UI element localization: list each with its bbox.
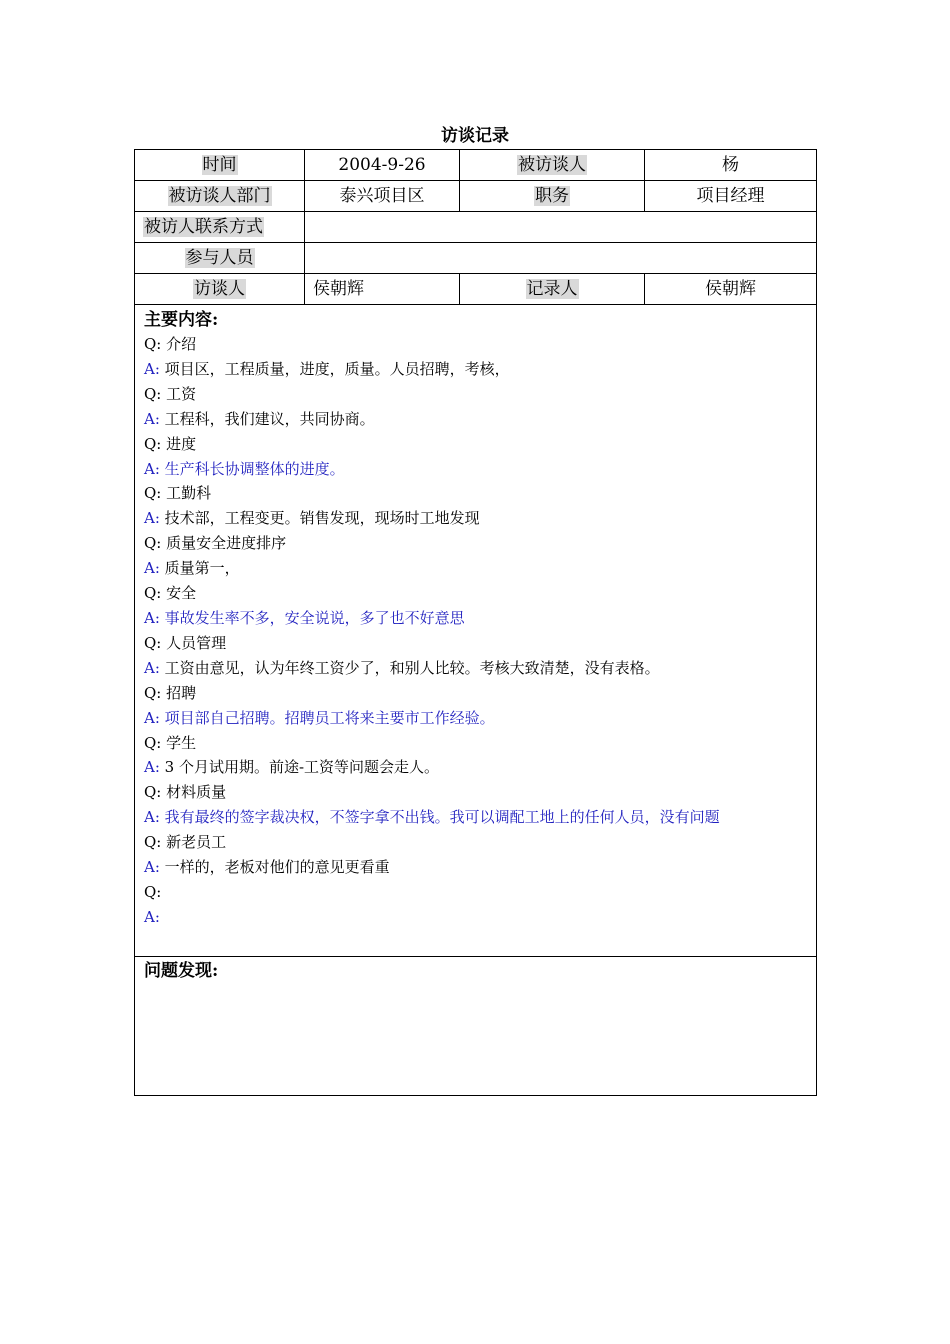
question-line [144,432,807,457]
question-line [144,830,807,855]
answer-line [144,905,807,930]
interviewee-value: 杨 [645,150,817,181]
interviewer-label: 访谈人 [194,279,245,299]
answer-text: 项目区，工程质量，进度，质量。人员招聘，考核， [159,359,510,378]
time-label-cell [135,150,305,181]
answer-text: 项目部自己招聘。招聘员工将来主要市工作经验。 [159,708,495,727]
answer-line [144,855,807,880]
answer-line [144,457,807,482]
contact-value [305,212,817,243]
question-text: 招聘 [161,683,197,702]
answer-prefix: A: [144,907,160,926]
question-line [144,581,807,606]
time-value: 2004-9-26 [305,150,460,181]
answer-prefix: A: [144,758,160,777]
interviewer-label-cell [135,274,305,305]
dept-label: 被访谈人部门 [168,186,271,206]
table-row-dept [135,181,817,212]
answer-line [144,606,807,631]
answer-text: 工程科，我们建议，共同协商。 [159,409,375,428]
question-line [144,731,807,756]
answer-prefix: A: [144,808,160,827]
answer-prefix: A: [144,559,160,578]
answer-prefix: A: [144,708,160,727]
issues-cell [135,957,817,1096]
question-prefix: Q: [144,683,162,702]
question-text: 人员管理 [161,633,227,652]
answer-line [144,656,807,681]
question-prefix: Q: [144,484,162,503]
interview-record-table [134,149,817,1096]
table-row-issues [135,957,817,1096]
table-row-time [135,150,817,181]
main-content-heading: 主要内容: [144,310,219,330]
position-label-cell [460,181,645,212]
answer-text: 3 个月试用期。前途-工资等问题会走人。 [159,758,440,777]
question-line [144,382,807,407]
answer-prefix: A: [144,509,160,528]
question-prefix: Q: [144,733,162,752]
answer-line [144,755,807,780]
answer-text: 质量第一， [159,559,240,578]
table-row-participants [135,243,817,274]
interviewee-label-cell [460,150,645,181]
question-text: 安全 [161,584,197,603]
time-label: 时间 [202,155,237,175]
issues-heading: 问题发现: [144,961,219,981]
answer-text: 工资由意见，认为年终工资少了，和别人比较。考核大致清楚，没有表格。 [159,658,660,677]
contact-label-cell [135,212,305,243]
question-text: 新老员工 [161,833,227,852]
interviewer-value: 侯朝辉 [305,274,460,305]
question-prefix: Q: [144,434,162,453]
question-prefix: Q: [144,882,162,901]
question-text: 进度 [161,434,197,453]
question-text: 学生 [161,733,197,752]
document-title: 访谈记录 [441,126,509,146]
answer-line [144,357,807,382]
answer-line [144,506,807,531]
question-prefix: Q: [144,633,162,652]
contact-label: 被访人联系方式 [144,217,263,237]
question-line [144,332,807,357]
participants-value [305,243,817,274]
answer-prefix: A: [144,858,160,877]
answer-text: 生产科长协调整体的进度。 [159,459,345,478]
table-row-interviewer [135,274,817,305]
main-content-cell [135,305,817,957]
question-text: 材料质量 [161,783,227,802]
answer-line [144,407,807,432]
participants-label: 参与人员 [185,248,254,268]
answer-text: 技术部，工程变更。销售发现，现场时工地发现 [159,509,480,528]
recorder-value: 侯朝辉 [645,274,817,305]
question-prefix: Q: [144,833,162,852]
question-prefix: Q: [144,534,162,553]
recorder-label: 记录人 [526,279,578,299]
answer-prefix: A: [144,608,160,627]
answer-line [144,805,807,830]
dept-label-cell [135,181,305,212]
table-row-main-content [135,305,817,957]
answer-prefix: A: [144,459,160,478]
question-prefix: Q: [144,783,162,802]
answer-prefix: A: [144,359,160,378]
question-line [144,531,807,556]
recorder-label-cell [460,274,645,305]
answer-line [144,706,807,731]
answer-text: 事故发生率不多，安全说说，多了也不好意思 [159,608,465,627]
question-line [144,631,807,656]
question-prefix: Q: [144,384,162,403]
qa-list [144,332,807,930]
answer-text: 一样的，老板对他们的意见更看重 [159,858,390,877]
participants-label-cell [135,243,305,274]
position-label: 职务 [535,186,569,206]
answer-prefix: A: [144,409,160,428]
answer-line [144,556,807,581]
question-text: 工勤科 [161,484,212,503]
table-row-contact [135,212,817,243]
question-line [144,681,807,706]
question-line [144,780,807,805]
answer-prefix: A: [144,658,160,677]
question-text: 工资 [161,384,197,403]
question-text: 介绍 [161,335,197,353]
position-value: 项目经理 [645,181,817,212]
question-prefix: Q: [144,335,162,353]
answer-text: 我有最终的签字裁决权，不签字拿不出钱。我可以调配工地上的任何人员，没有问题 [159,808,720,827]
question-text: 质量安全进度排序 [161,534,287,553]
dept-value: 泰兴项目区 [305,181,460,212]
question-prefix: Q: [144,584,162,603]
question-line [144,880,807,905]
interviewee-label: 被访谈人 [518,155,586,175]
question-line [144,481,807,506]
